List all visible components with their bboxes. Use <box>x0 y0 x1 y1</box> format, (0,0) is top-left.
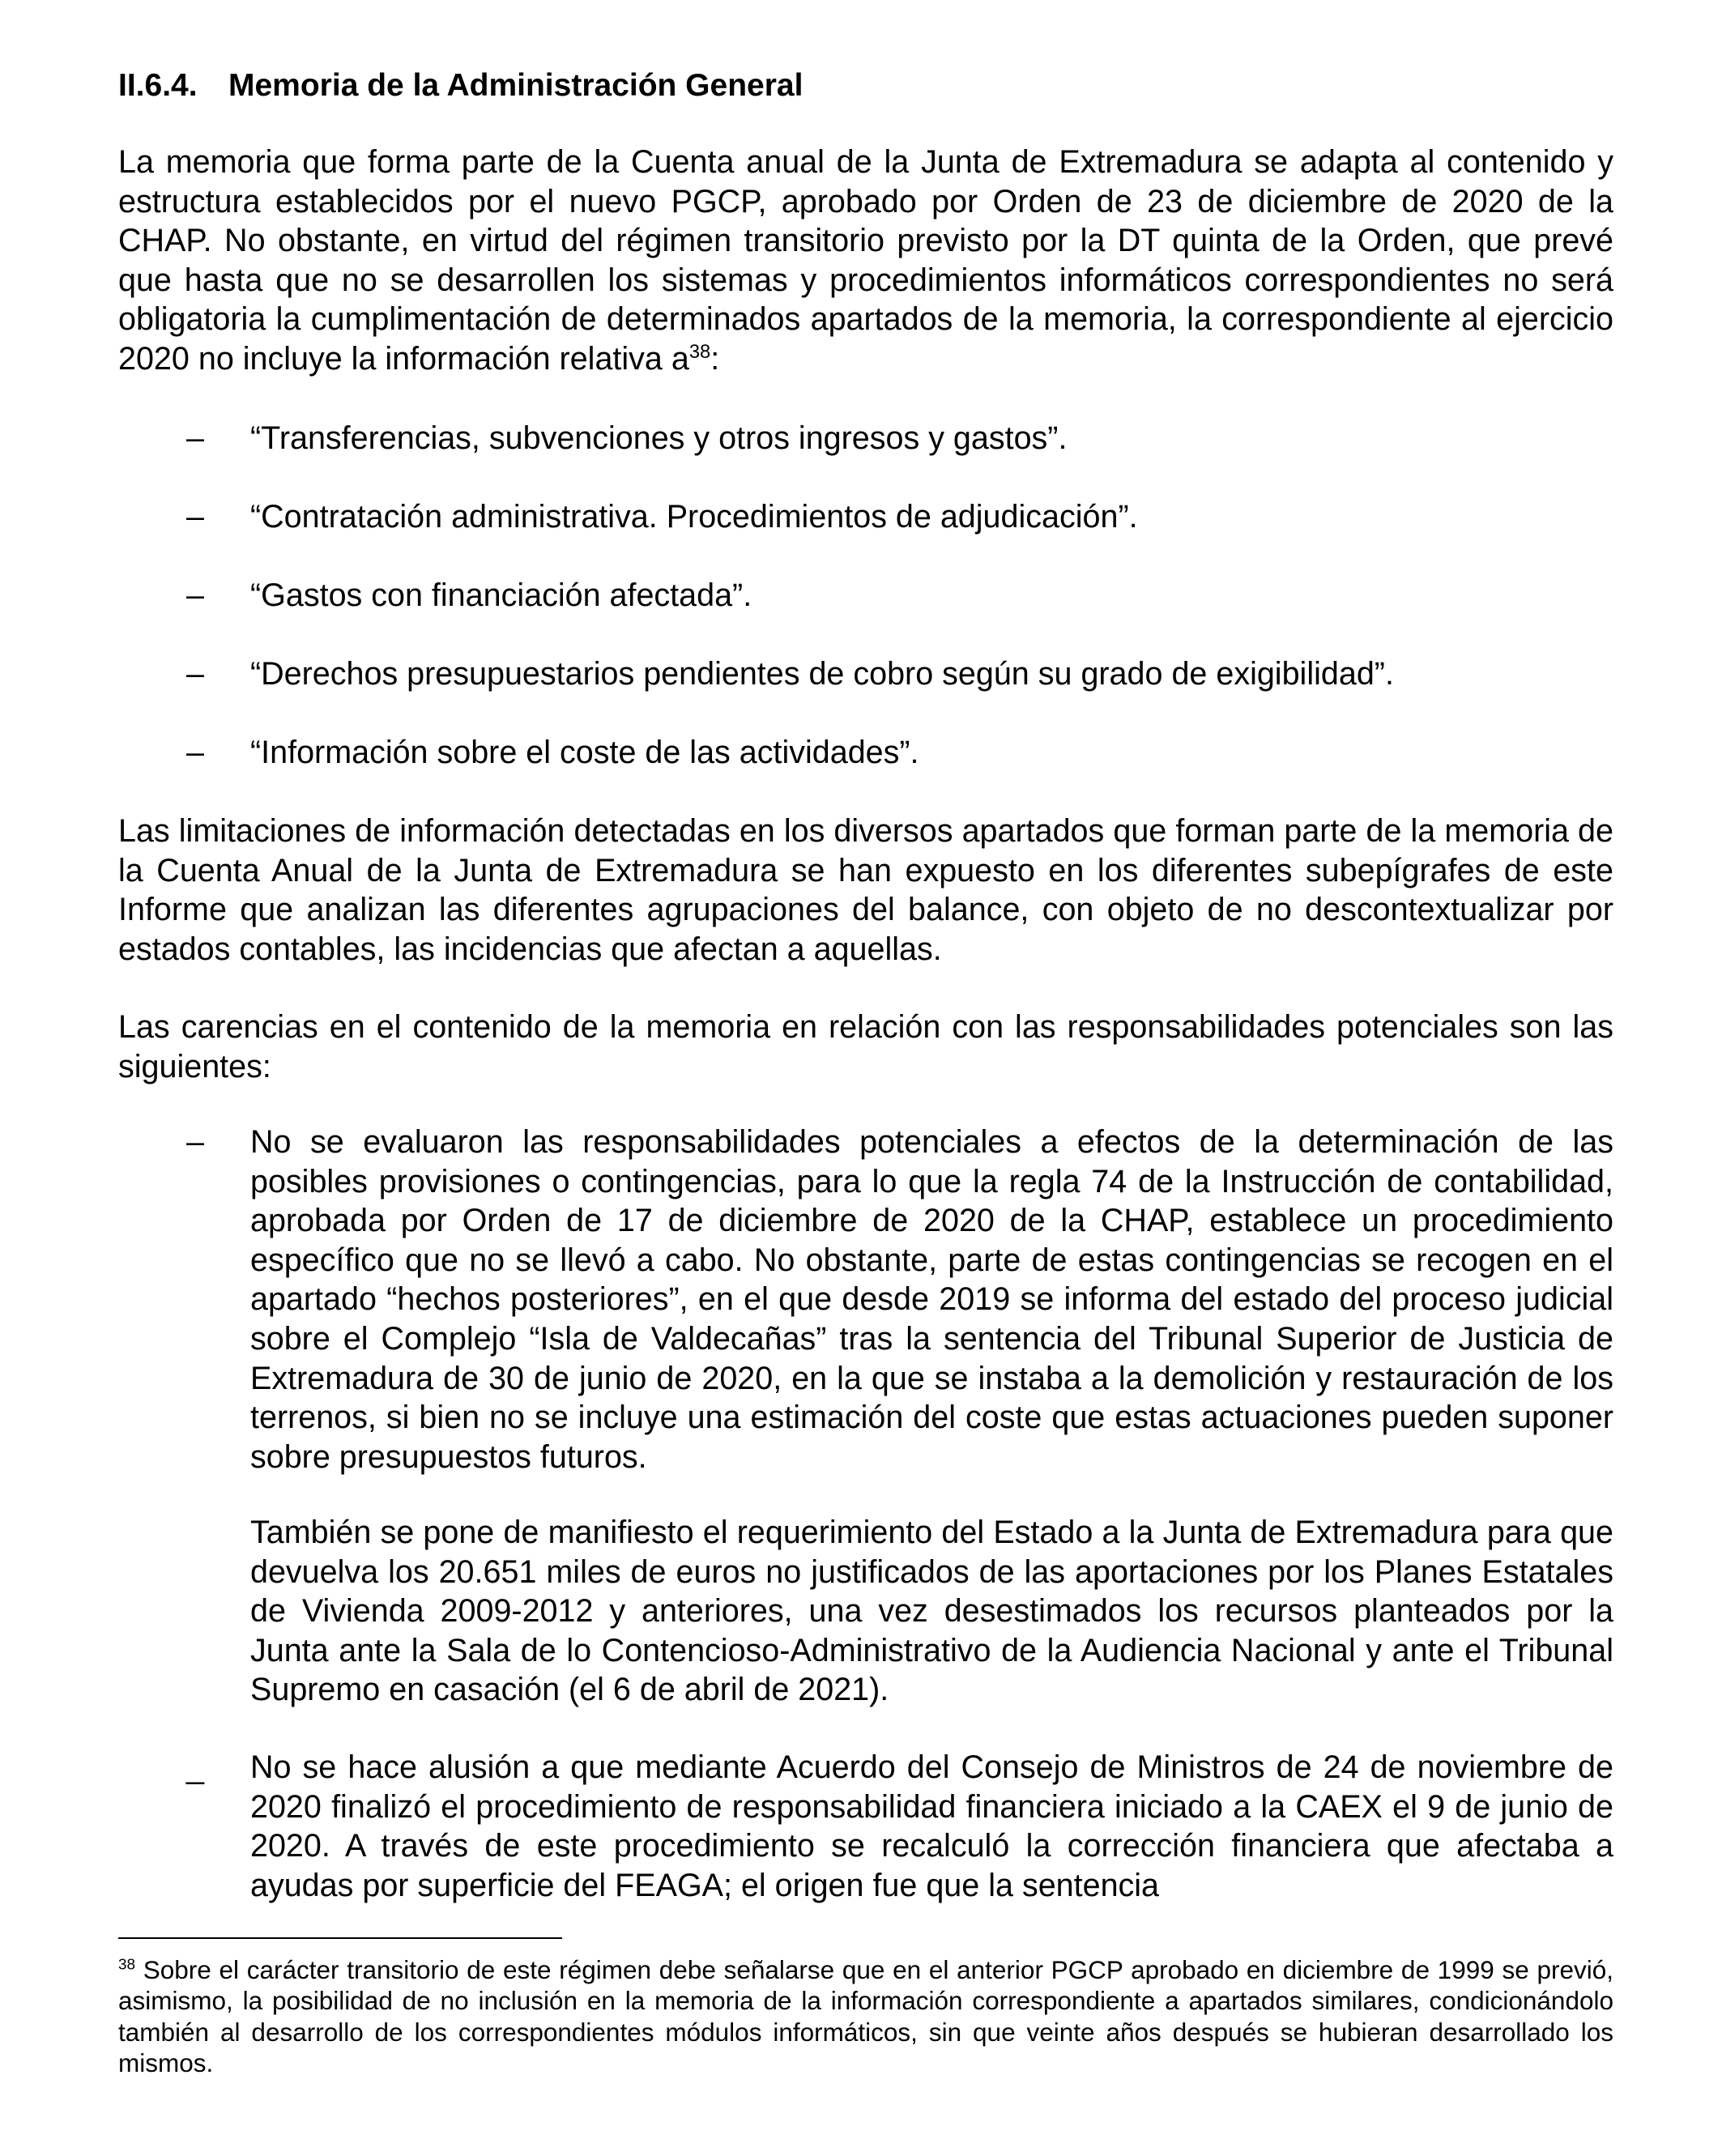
section-title: Memoria de la Administración General <box>228 68 803 103</box>
section-heading <box>118 66 803 105</box>
list-item <box>118 1123 1613 1476</box>
list-item <box>118 1748 1613 1905</box>
footnote-number: 38 <box>118 1956 136 1974</box>
list-item <box>118 654 1613 694</box>
paragraph-intro-text: La memoria que forma parte de la Cuenta anual de la Junta de Extremadura se adapta al contenido y estructura establecidos por el nuevo PGCP, aprobado por Orden de 23 de diciembre de 2020 de la CHAP. No obstante, en virtud del régimen transitorio previsto por la DT quinta de la Orden, que prevé que hasta que no se desarrollen los sistemas y procedimientos informáticos correspondientes no será obligatoria la cumplimentación de determinados apartados de la memoria, la correspondiente al ejercicio 2020 no incluye la información relativa a <box>118 144 1613 377</box>
list-item-text: “Gastos con financiación afectada”. <box>250 577 752 613</box>
list-dash: – <box>186 420 204 456</box>
paragraph-intro-tail: : <box>710 340 720 377</box>
paragraph-intro <box>118 143 1613 379</box>
list-item-text: “Información sobre el coste de las actividades”. <box>250 735 919 770</box>
list-dash: – <box>186 499 204 535</box>
list-item-text: No se evaluaron las responsabilidades potenciales a efectos de la determinación de las posibles provisiones o contingencias, para lo que la regla 74 de la Instrucción de contabilidad, aprobada por Orden de 17 de diciembre de 2020 de la CHAP, establece un procedimiento específico que no se llevó a cabo. No obstante, parte de estas contingencias se recogen en el apartado “hechos posteriores”, en el que desde 2019 se informa del estado del proceso judicial sobre el Complejo “Isla de Valdecañas” tras la sentencia del Tribunal Superior de Justicia de Extremadura de 30 de junio de 2020, en la que se instaba a la demolición y restauración de los terrenos, si bien no se incluye una estimación del coste que estas actuaciones pueden suponer sobre presupuestos futuros. <box>250 1124 1613 1475</box>
footnote-text: Sobre el carácter transitorio de este régimen debe señalarse que en el anterior PGCP aprobado en diciembre de 1999 se previó, asimismo, la posibilidad de no inclusión en la memoria de la información correspondiente a apartados similares, condicionándolo también al desarrollo de los correspondientes módulos informáticos, sin que veinte años después se hubieran desarrollado los mismos. <box>118 1955 1613 2078</box>
list-item-continuation <box>118 1513 1613 1710</box>
list-dash: – <box>186 577 204 613</box>
list-item-text: “Contratación administrativa. Procedimientos de adjudicación”. <box>250 499 1138 535</box>
paragraph-limitations: Las limitaciones de información detectadas en los diversos apartados que forman parte de la memoria de la Cuenta Anual de la Junta de Extremadura se han expuesto en los diferentes subepígrafes de este Informe que analizan las diferentes agrupaciones del balance, con objeto de no descontextualizar por estados contables, las incidencias que afectan a aquellas. <box>118 813 1613 967</box>
section-number: II.6.4. <box>118 68 198 103</box>
list-dash: – <box>186 735 204 770</box>
list-dash: – <box>186 1124 204 1160</box>
list-item <box>118 576 1613 616</box>
paragraph-deficiencies: Las carencias en el contenido de la memoria en relación con las responsabilidades potenciales son las siguientes: <box>118 1009 1613 1084</box>
footnote <box>118 1954 1613 2079</box>
list-item-continuation-text: También se pone de manifiesto el requerimiento del Estado a la Junta de Extremadura para que devuelva los 20.651 miles de euros no justificados de las aportaciones por los Planes Estatales de Vivienda 2009-2012 y anteriores, una vez desestimados los recursos planteados por la Junta ante la Sala de lo Contencioso-Administrativo de la Audiencia Nacional y ante el Tribunal Supremo en casación (el 6 de abril de 2021). <box>250 1515 1613 1708</box>
footnote-separator <box>118 1937 562 1939</box>
list-item <box>118 497 1613 537</box>
list-item-text: No se hace alusión a que mediante Acuerdo del Consejo de Ministros de 24 de noviembre de 2020 finalizó el procedimiento de responsabilidad financiera iniciado a la CAEX el 9 de junio de 2020. A través de este procedimiento se recalculó la corrección financiera que afectaba a ayudas por superficie del FEAGA; el origen fue que la sentencia <box>250 1749 1613 1903</box>
list-dash: – <box>186 656 204 692</box>
list-item <box>118 733 1613 773</box>
list-item-text: “Transferencias, subvenciones y otros ingresos y gastos”. <box>250 420 1068 456</box>
footnote-reference[interactable]: 38 <box>688 341 711 363</box>
list-item <box>118 419 1613 458</box>
list-dash: _ <box>186 1749 204 1785</box>
list-item-text: “Derechos presupuestarios pendientes de cobro según su grado de exigibilidad”. <box>250 656 1394 692</box>
